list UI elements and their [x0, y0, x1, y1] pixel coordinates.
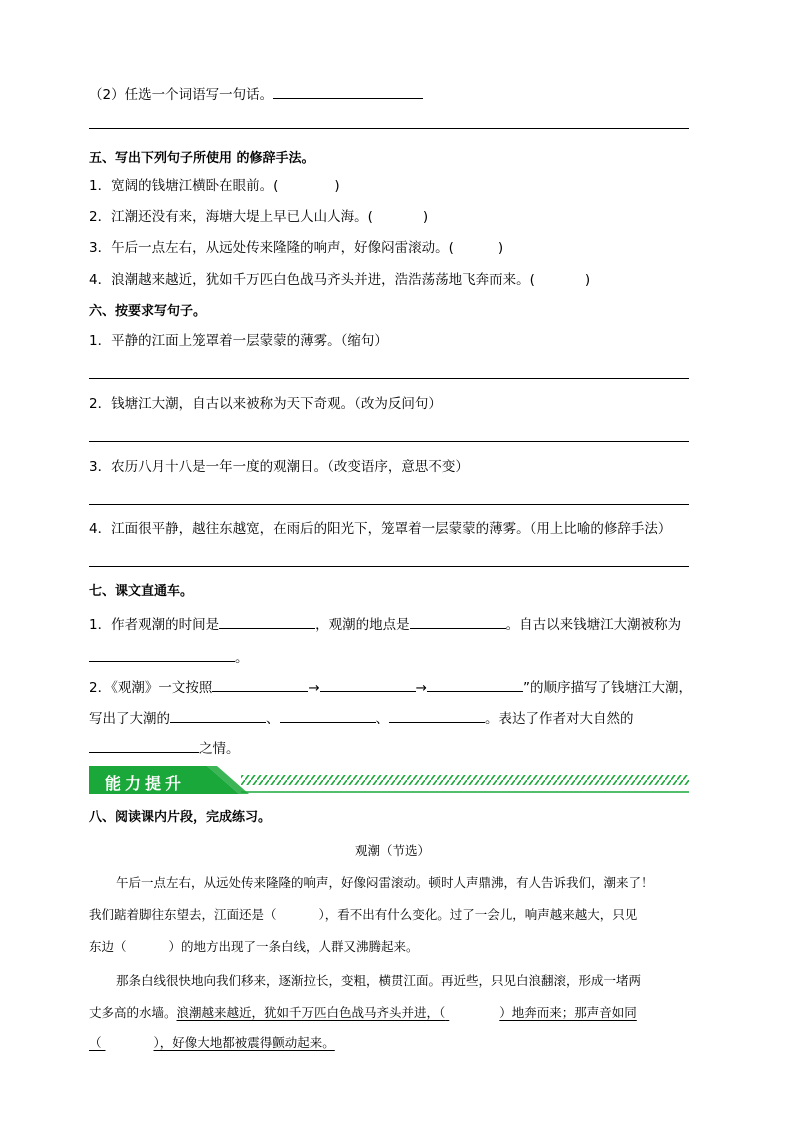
answer-blank[interactable]	[219, 614, 315, 629]
ability-banner	[89, 764, 689, 796]
section7-q2-line1	[89, 677, 692, 697]
item-text: 4．浪潮越来越近，犹如千万匹白色战马齐头并进，浩浩荡荡地飞奔而来。(	[89, 272, 535, 288]
q-text: ”的顺序描写了钱塘江大潮，	[522, 680, 692, 696]
close-paren: )	[584, 272, 591, 288]
section5-item-4	[89, 271, 590, 289]
q-text: 2．《观潮》一文按照	[89, 680, 213, 696]
passage-p2-l2	[89, 1004, 637, 1022]
answer-blank[interactable]	[410, 614, 506, 629]
underlined-text: ）地奔而来；那声音如同	[499, 1005, 637, 1020]
answer-blank[interactable]	[389, 708, 485, 723]
q5-part2-line	[89, 84, 423, 104]
underlined-text: （	[89, 1035, 102, 1050]
answer-blank[interactable]	[89, 738, 199, 753]
passage-p1-l3	[89, 938, 419, 956]
item-text: 1．宽阔的钱塘江横卧在眼前。(	[89, 178, 279, 194]
section5-heading: 五、写出下列句子所使用 的修辞手法。	[89, 151, 315, 166]
answer-blank[interactable]	[273, 84, 423, 99]
q-text: 。	[235, 650, 249, 666]
section5-item-1	[89, 177, 340, 195]
q5-part2-text: （2）任选一个词语写一句话。	[89, 87, 274, 103]
section6-item-1: 1．平静的江面上笼罩着一层蒙蒙的薄雾。（缩句）	[89, 333, 388, 349]
q-text: 。自古以来钱塘江大潮被称为	[505, 617, 682, 633]
answer-blank[interactable]	[427, 677, 523, 692]
punct: 、	[266, 711, 280, 727]
answer-blank[interactable]	[89, 647, 235, 662]
passage-title: 观潮（节选）	[355, 843, 431, 858]
q-text: 1．作者观潮的时间是	[89, 617, 220, 633]
q-text: 之情。	[199, 741, 240, 757]
passage-text: 东边（	[89, 939, 127, 954]
passage-text: 丈多高的水墙。	[89, 1005, 177, 1020]
section5-item-3	[89, 239, 503, 257]
q-text: ，观潮的地点是	[315, 617, 410, 633]
answer-line[interactable]	[89, 128, 689, 129]
passage-p2-l3	[89, 1034, 335, 1052]
section6-item-2: 2．钱塘江大潮，自古以来被称为天下奇观。（改为反问句）	[89, 396, 442, 412]
answer-blank[interactable]	[212, 677, 308, 692]
passage-text: ）的地方出现了一条白线，人群又沸腾起来。	[168, 939, 419, 954]
close-paren: )	[497, 240, 504, 256]
passage-text: 我们踮着脚往东望去，江面还是（	[89, 907, 277, 922]
q-text: 写出了大潮的	[89, 711, 170, 727]
answer-line[interactable]	[89, 504, 689, 505]
arrow: →	[308, 680, 320, 696]
answer-blank[interactable]	[170, 708, 266, 723]
answer-line[interactable]	[89, 441, 689, 442]
section6-heading: 六、按要求写句子。	[89, 304, 207, 319]
underlined-text: ），好像大地都被震得颤动起来。	[153, 1035, 335, 1050]
item-text: 2．江潮还没有来，海塘大堤上早已人山人海。(	[89, 209, 373, 225]
passage-p1-l1: 午后一点左右，从远处传来隆隆的响声，好像闷雷滚动。顿时人声鼎沸，有人告诉我们，潮来了！	[116, 875, 654, 890]
answer-line[interactable]	[89, 566, 689, 567]
underlined-text: 浪潮越来越近，犹如千万匹白色战马齐头并进，（	[176, 1005, 446, 1020]
answer-blank[interactable]	[280, 708, 376, 723]
arrow: →	[415, 680, 427, 696]
section7-q2-line2	[89, 708, 634, 728]
answer-blank[interactable]	[320, 677, 416, 692]
section7-q2-line3	[89, 738, 240, 758]
passage-p1-l2	[89, 906, 637, 924]
answer-space[interactable]	[445, 1004, 499, 1022]
section6-item-4: 4．江面很平静，越往东越宽，在雨后的阳光下，笼罩着一层蒙蒙的薄雾。（用上比喻的修辞手法）	[89, 521, 672, 537]
section5-item-2	[89, 208, 428, 226]
close-paren: )	[334, 178, 340, 194]
passage-p2-l1: 那条白线很快地向我们移来，逐渐拉长，变粗，横贯江面。再近些，只见白浪翻滚，形成一堵两	[116, 973, 642, 988]
banner-label: 能力提升	[105, 774, 186, 793]
passage-text: ），看不出有什么变化。过了一会儿，响声越来越大，只见	[318, 907, 638, 922]
close-paren: )	[422, 209, 429, 225]
section8-heading: 八、阅读课内片段，完成练习。	[89, 810, 272, 825]
section7-q1-line2	[89, 647, 249, 667]
section7-heading: 七、课文直通车。	[89, 584, 194, 599]
answer-space[interactable]	[102, 1034, 154, 1052]
punct: 、	[375, 711, 389, 727]
section6-item-3: 3．农历八月十八是一年一度的观潮日。（改变语序，意思不变）	[89, 459, 469, 475]
item-text: 3．午后一点左右，从远处传来隆隆的响声，好像闷雷滚动。(	[89, 240, 454, 256]
answer-line[interactable]	[89, 378, 689, 379]
section7-q1-line1	[89, 614, 681, 634]
q-text: 。表达了作者对大自然的	[485, 711, 634, 727]
banner-hatch	[241, 775, 689, 785]
